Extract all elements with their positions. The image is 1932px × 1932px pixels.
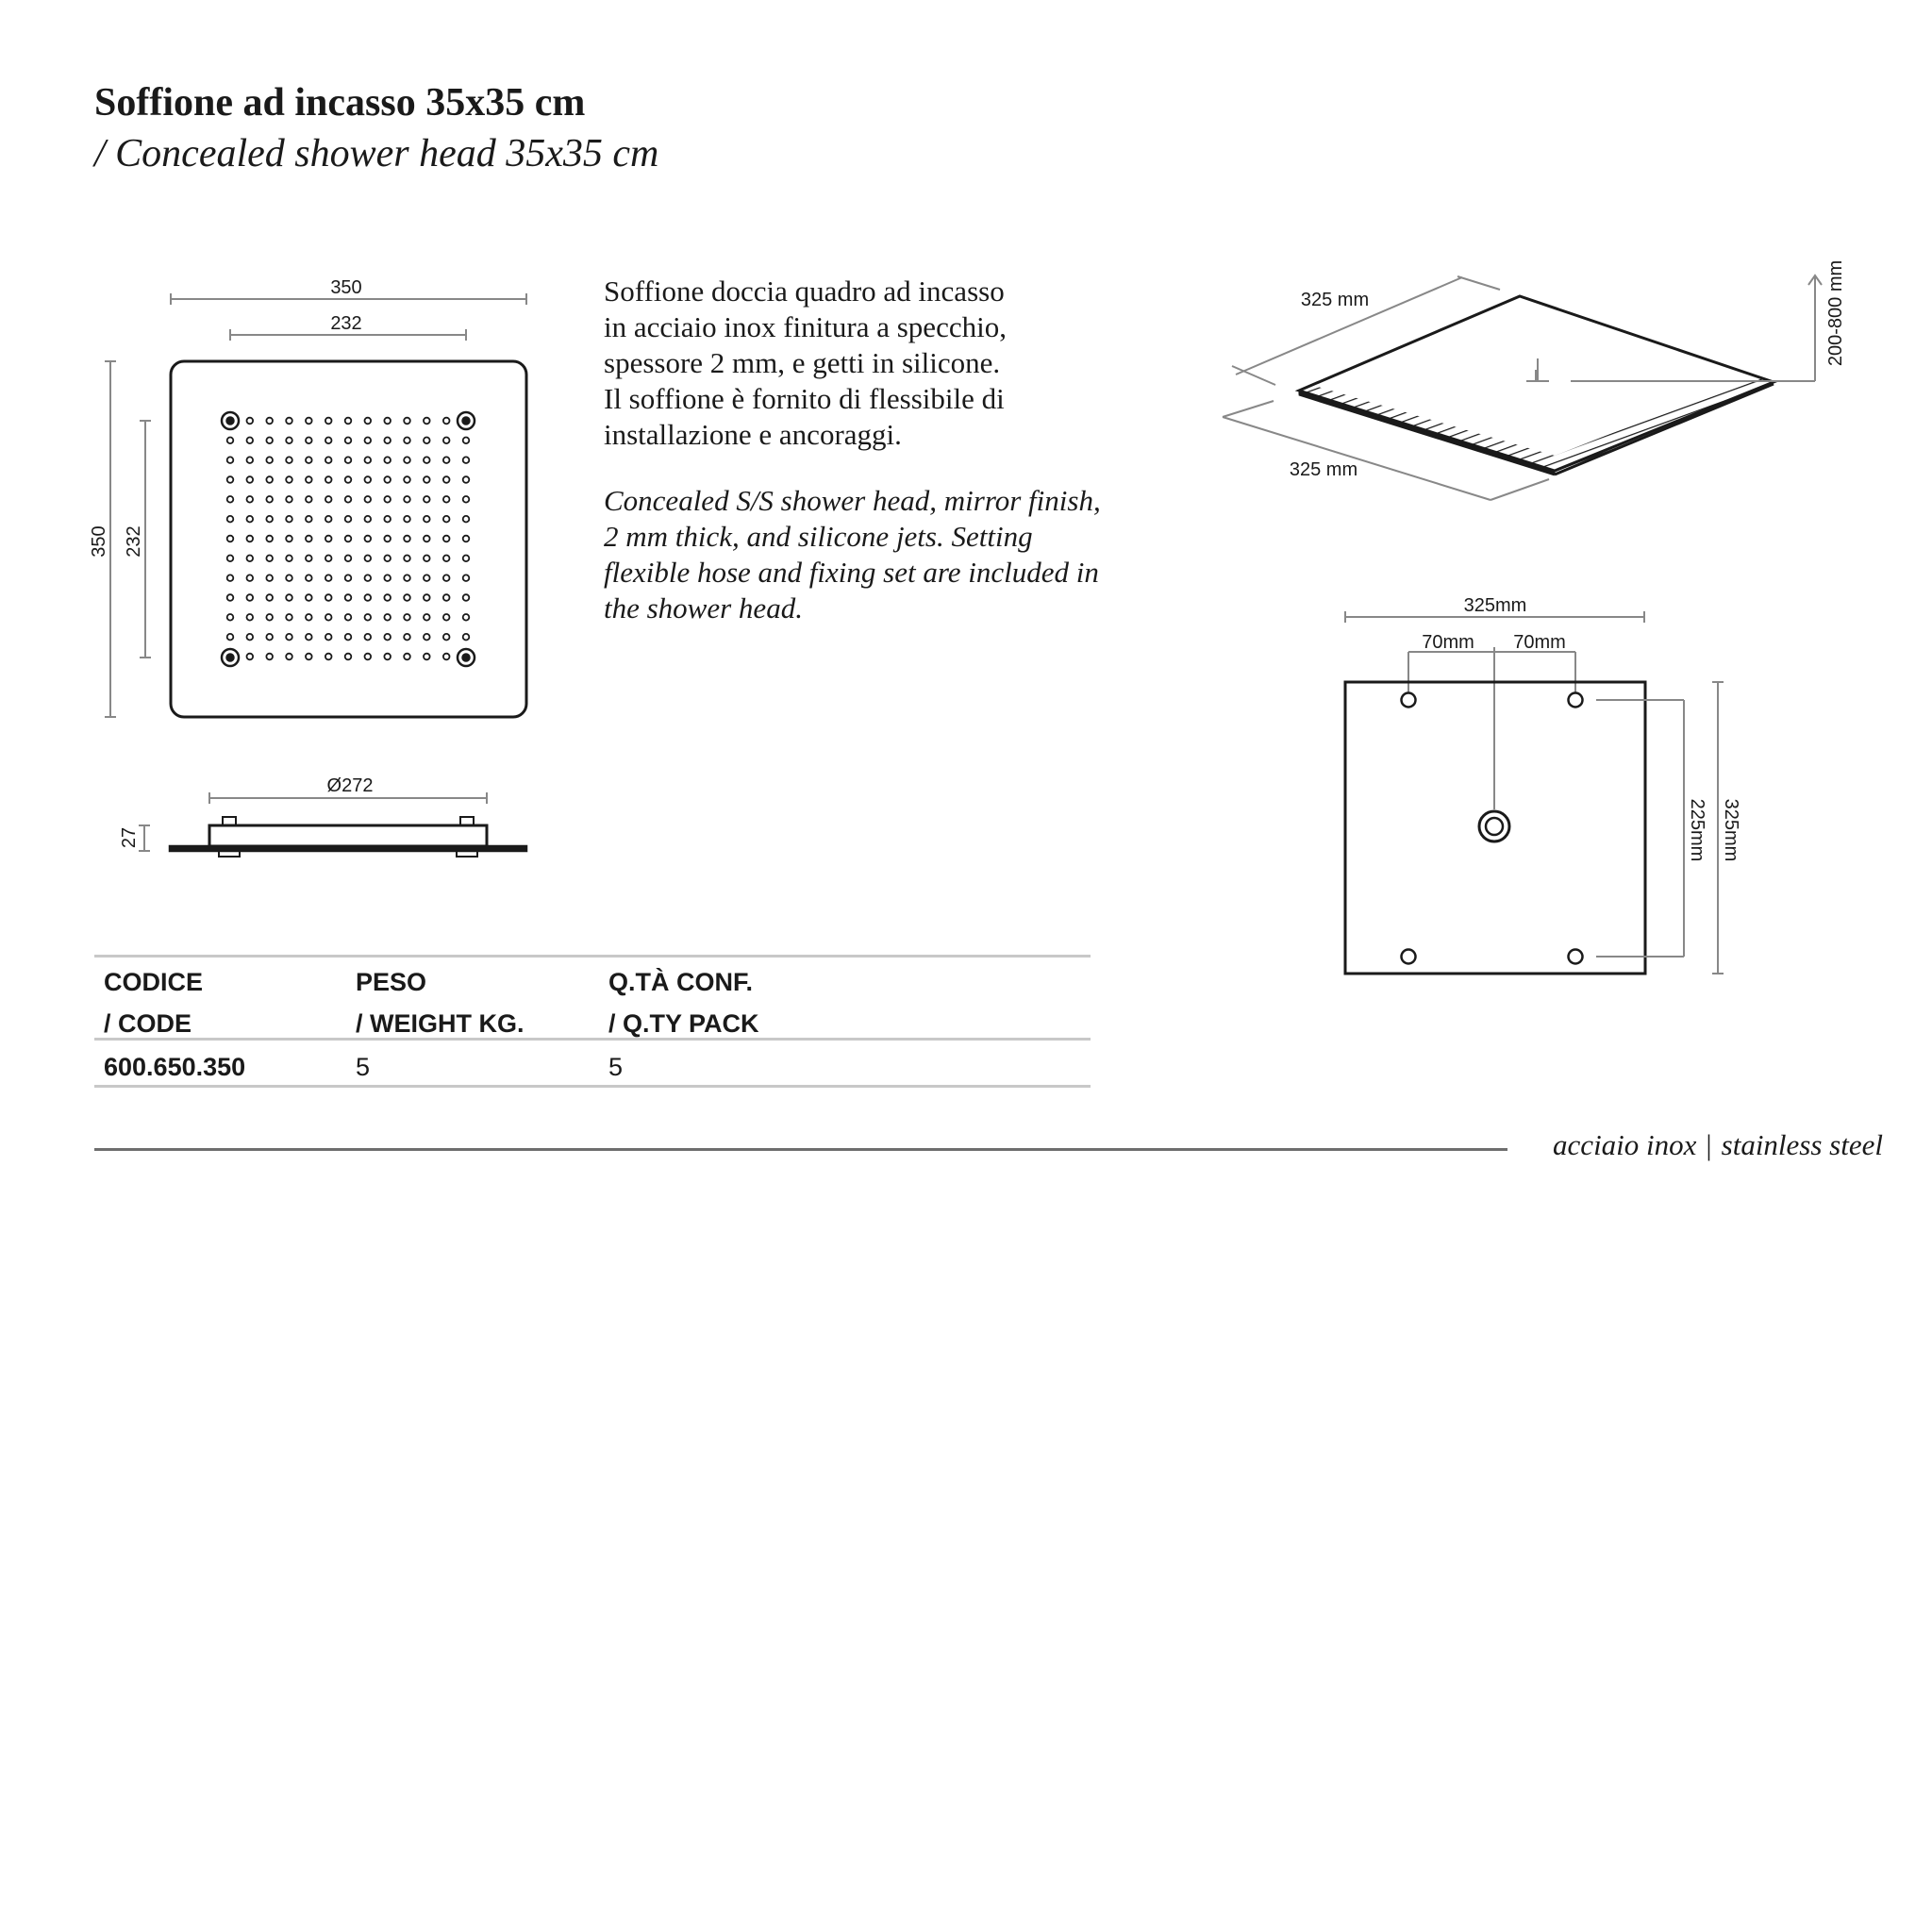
jet-nozzle xyxy=(266,634,273,641)
jet-nozzle xyxy=(306,476,312,483)
jet-nozzle xyxy=(227,556,234,562)
jet-nozzle xyxy=(266,575,273,581)
jet-nozzle xyxy=(384,575,391,581)
jet-nozzle xyxy=(306,418,312,425)
jet-nozzle xyxy=(443,496,450,503)
jet-nozzle xyxy=(227,496,234,503)
jet-nozzle xyxy=(306,614,312,621)
jet-nozzle xyxy=(443,438,450,444)
jet-nozzle xyxy=(365,536,372,542)
jet-nozzle xyxy=(384,516,391,523)
jet-nozzle xyxy=(365,594,372,601)
jet-nozzle xyxy=(247,496,254,503)
jet-nozzle xyxy=(325,614,332,621)
jet-nozzle xyxy=(365,476,372,483)
jet-nozzle xyxy=(384,594,391,601)
jet-nozzle xyxy=(345,614,352,621)
jet-nozzle xyxy=(227,476,234,483)
jet-nozzle xyxy=(365,457,372,463)
jet-nozzle xyxy=(384,438,391,444)
jet-nozzle xyxy=(443,594,450,601)
jet-nozzle xyxy=(325,594,332,601)
jet-nozzle xyxy=(463,575,470,581)
jet-nozzle xyxy=(443,476,450,483)
dim-iso-depth-top: 325 mm xyxy=(1300,290,1370,310)
jet-nozzle xyxy=(286,575,292,581)
header-qty-en: / Q.TY PACK xyxy=(608,1009,759,1038)
jet-nozzle xyxy=(247,418,254,425)
dim-width-outer: 350 xyxy=(330,277,362,298)
jet-nozzle xyxy=(266,457,273,463)
description-italian: Soffione doccia quadro ad incasso in acciaio inox finitura a specchio, spessore 2 mm, e getti in silicone. Il soffione è fornito di flessibile di installazione e ancoraggi. xyxy=(604,275,1007,451)
jet-nozzle xyxy=(306,594,312,601)
jet-nozzle xyxy=(286,418,292,425)
jet-nozzle xyxy=(443,614,450,621)
jet-nozzle xyxy=(404,516,410,523)
jet-nozzle xyxy=(306,634,312,641)
title-english: / Concealed shower head 35x35 cm xyxy=(94,132,659,175)
jet-nozzle xyxy=(345,457,352,463)
title-italian: Soffione ad incasso 35x35 cm xyxy=(94,81,586,125)
jet-nozzle xyxy=(325,634,332,641)
jet-nozzle xyxy=(227,516,234,523)
jet-nozzle xyxy=(443,654,450,660)
jet-nozzle xyxy=(424,634,430,641)
header-weight-en: / WEIGHT KG. xyxy=(356,1009,525,1038)
jet-nozzle xyxy=(404,654,410,660)
jet-nozzle xyxy=(266,654,273,660)
jet-nozzle xyxy=(227,575,234,581)
material-separator: | xyxy=(1706,1128,1712,1161)
jet-nozzle xyxy=(286,438,292,444)
jet-nozzle xyxy=(463,634,470,641)
jet-nozzle xyxy=(345,556,352,562)
jet-nozzle xyxy=(325,476,332,483)
jet-nozzle xyxy=(247,594,254,601)
jet-nozzle xyxy=(384,418,391,425)
jet-nozzle xyxy=(345,438,352,444)
dim-height-outer: 350 xyxy=(89,525,109,558)
jet-nozzle xyxy=(404,634,410,641)
jet-nozzle xyxy=(286,496,292,503)
jet-nozzle xyxy=(306,556,312,562)
jet-nozzle xyxy=(266,556,273,562)
jet-nozzle xyxy=(247,614,254,621)
row-code: 600.650.350 xyxy=(104,1053,246,1081)
jet-nozzle xyxy=(325,654,332,660)
jet-nozzle xyxy=(286,476,292,483)
dim-diameter: Ø272 xyxy=(326,775,374,796)
jet-nozzle xyxy=(424,556,430,562)
table-top-rule xyxy=(94,955,1091,958)
material-english: stainless steel xyxy=(1721,1128,1883,1161)
jet-nozzle xyxy=(345,594,352,601)
jet-nozzle xyxy=(306,438,312,444)
jet-nozzle xyxy=(266,516,273,523)
jet-nozzle xyxy=(266,476,273,483)
front-view-drawing xyxy=(105,293,526,717)
jet-nozzle xyxy=(345,418,352,425)
jet-nozzle xyxy=(463,594,470,601)
jet-nozzle xyxy=(463,496,470,503)
header-code-it: CODICE xyxy=(104,968,204,996)
description-english: Concealed S/S shower head, mirror finish, 2 mm thick, and silicone jets. Setting flexible hose and fixing set are included in the shower head. xyxy=(604,484,1101,625)
jet-nozzle xyxy=(345,496,352,503)
jet-nozzle xyxy=(365,438,372,444)
jet-nozzle xyxy=(404,457,410,463)
jet-nozzle xyxy=(266,438,273,444)
header-qty-it: Q.TÀ CONF. xyxy=(608,968,753,996)
jet-nozzle xyxy=(247,457,254,463)
jet-nozzle xyxy=(306,516,312,523)
jet-nozzle xyxy=(384,614,391,621)
jet-nozzle xyxy=(463,476,470,483)
jet-nozzle xyxy=(463,457,470,463)
jet-nozzle xyxy=(365,634,372,641)
jet-nozzle xyxy=(325,575,332,581)
jet-nozzle xyxy=(463,556,470,562)
jet-nozzle xyxy=(306,496,312,503)
jet-nozzle xyxy=(404,476,410,483)
jet-nozzle xyxy=(443,536,450,542)
row-weight: 5 xyxy=(356,1053,371,1081)
jet-nozzle xyxy=(247,438,254,444)
dim-plan-offset-right: 70mm xyxy=(1513,632,1566,653)
corner-fixings xyxy=(222,412,475,666)
jet-nozzle xyxy=(345,634,352,641)
table-header-rule xyxy=(94,1038,1091,1041)
jet-nozzle xyxy=(365,654,372,660)
dim-height-inner: 232 xyxy=(124,525,144,558)
jet-nozzle xyxy=(404,438,410,444)
jet-nozzle xyxy=(286,556,292,562)
jet-nozzle xyxy=(345,536,352,542)
jet-nozzle xyxy=(325,418,332,425)
jet-nozzle xyxy=(404,418,410,425)
jet-nozzle xyxy=(443,418,450,425)
jet-nozzle xyxy=(463,614,470,621)
jet-nozzle xyxy=(463,536,470,542)
jet-nozzle xyxy=(404,496,410,503)
dim-plan-height: 325mm xyxy=(1721,798,1741,862)
jet-nozzle xyxy=(306,654,312,660)
jet-nozzle xyxy=(227,457,234,463)
jet-nozzle xyxy=(286,516,292,523)
jet-nozzle xyxy=(325,556,332,562)
jet-nozzle xyxy=(443,556,450,562)
jet-nozzle xyxy=(424,654,430,660)
dim-plan-width: 325mm xyxy=(1463,595,1527,616)
side-view-drawing xyxy=(139,792,526,857)
dim-plan-offset-left: 70mm xyxy=(1422,632,1474,653)
jet-nozzle xyxy=(384,634,391,641)
jet-nozzle xyxy=(247,575,254,581)
jet-nozzle xyxy=(266,536,273,542)
jet-nozzle xyxy=(365,418,372,425)
jet-nozzle xyxy=(404,575,410,581)
jet-nozzle xyxy=(345,575,352,581)
header-weight-it: PESO xyxy=(356,968,427,996)
jet-nozzle xyxy=(286,614,292,621)
jet-nozzle xyxy=(247,634,254,641)
row-qty: 5 xyxy=(608,1053,624,1081)
jet-nozzle xyxy=(325,457,332,463)
jet-nozzle xyxy=(424,496,430,503)
jet-nozzle xyxy=(227,634,234,641)
jet-nozzle xyxy=(227,536,234,542)
jet-nozzle xyxy=(306,457,312,463)
jet-nozzle xyxy=(365,516,372,523)
jet-nozzle xyxy=(247,516,254,523)
jet-nozzle xyxy=(325,496,332,503)
jet-nozzle xyxy=(443,575,450,581)
jet-nozzle xyxy=(286,654,292,660)
plan-view-drawing xyxy=(1345,611,1724,974)
jet-nozzle xyxy=(345,654,352,660)
jet-nozzle xyxy=(404,594,410,601)
jet-nozzle xyxy=(424,516,430,523)
jet-nozzle xyxy=(384,457,391,463)
jet-nozzle xyxy=(365,614,372,621)
jet-nozzle xyxy=(443,457,450,463)
jet-nozzle xyxy=(424,575,430,581)
jet-nozzle xyxy=(384,476,391,483)
jet-nozzle xyxy=(424,418,430,425)
jet-nozzle xyxy=(443,516,450,523)
jet-nozzle xyxy=(325,438,332,444)
jet-nozzle xyxy=(266,496,273,503)
jet-nozzle xyxy=(443,634,450,641)
header-code-en: / CODE xyxy=(104,1009,192,1038)
jet-nozzle xyxy=(345,516,352,523)
jet-nozzle xyxy=(227,614,234,621)
jet-nozzle xyxy=(365,556,372,562)
jet-nozzle xyxy=(247,654,254,660)
jet-nozzle xyxy=(266,418,273,425)
table-bottom-rule xyxy=(94,1085,1091,1088)
jet-nozzle xyxy=(463,438,470,444)
footer-divider xyxy=(94,1148,1507,1151)
jet-nozzle xyxy=(325,536,332,542)
dim-iso-height-range: 200-800 mm xyxy=(1825,259,1846,367)
material-italian: acciaio inox xyxy=(1553,1128,1697,1161)
jet-nozzle xyxy=(286,457,292,463)
jet-nozzle xyxy=(266,614,273,621)
dim-side-height: 27 xyxy=(119,826,140,849)
jet-nozzle xyxy=(384,496,391,503)
jet-nozzle xyxy=(286,634,292,641)
jet-nozzle xyxy=(306,536,312,542)
jet-nozzle xyxy=(286,536,292,542)
jet-nozzle xyxy=(424,614,430,621)
dim-width-inner: 232 xyxy=(330,313,362,334)
jet-nozzle xyxy=(247,476,254,483)
dim-iso-depth-bottom: 325 mm xyxy=(1289,459,1358,480)
material-label xyxy=(1553,1128,1883,1162)
jet-nozzle xyxy=(286,594,292,601)
jet-nozzle xyxy=(384,654,391,660)
jet-nozzle xyxy=(247,556,254,562)
jet-nozzle xyxy=(325,516,332,523)
jet-nozzle xyxy=(424,476,430,483)
jet-nozzle xyxy=(365,575,372,581)
jet-nozzle xyxy=(424,457,430,463)
jet-nozzle xyxy=(247,536,254,542)
jet-nozzle xyxy=(404,614,410,621)
jet-nozzle xyxy=(365,496,372,503)
jet-nozzle xyxy=(404,556,410,562)
jet-nozzle xyxy=(345,476,352,483)
jet-nozzle xyxy=(424,536,430,542)
jet-nozzle xyxy=(266,594,273,601)
jet-nozzle xyxy=(424,594,430,601)
jet-nozzle xyxy=(424,438,430,444)
dim-plan-hole-spacing: 225mm xyxy=(1687,798,1707,862)
jet-nozzle xyxy=(384,556,391,562)
jet-nozzle xyxy=(227,438,234,444)
jet-grid xyxy=(227,418,470,660)
jet-nozzle xyxy=(463,516,470,523)
jet-nozzle xyxy=(404,536,410,542)
jet-nozzle xyxy=(384,536,391,542)
jet-nozzle xyxy=(227,594,234,601)
jet-nozzle xyxy=(306,575,312,581)
